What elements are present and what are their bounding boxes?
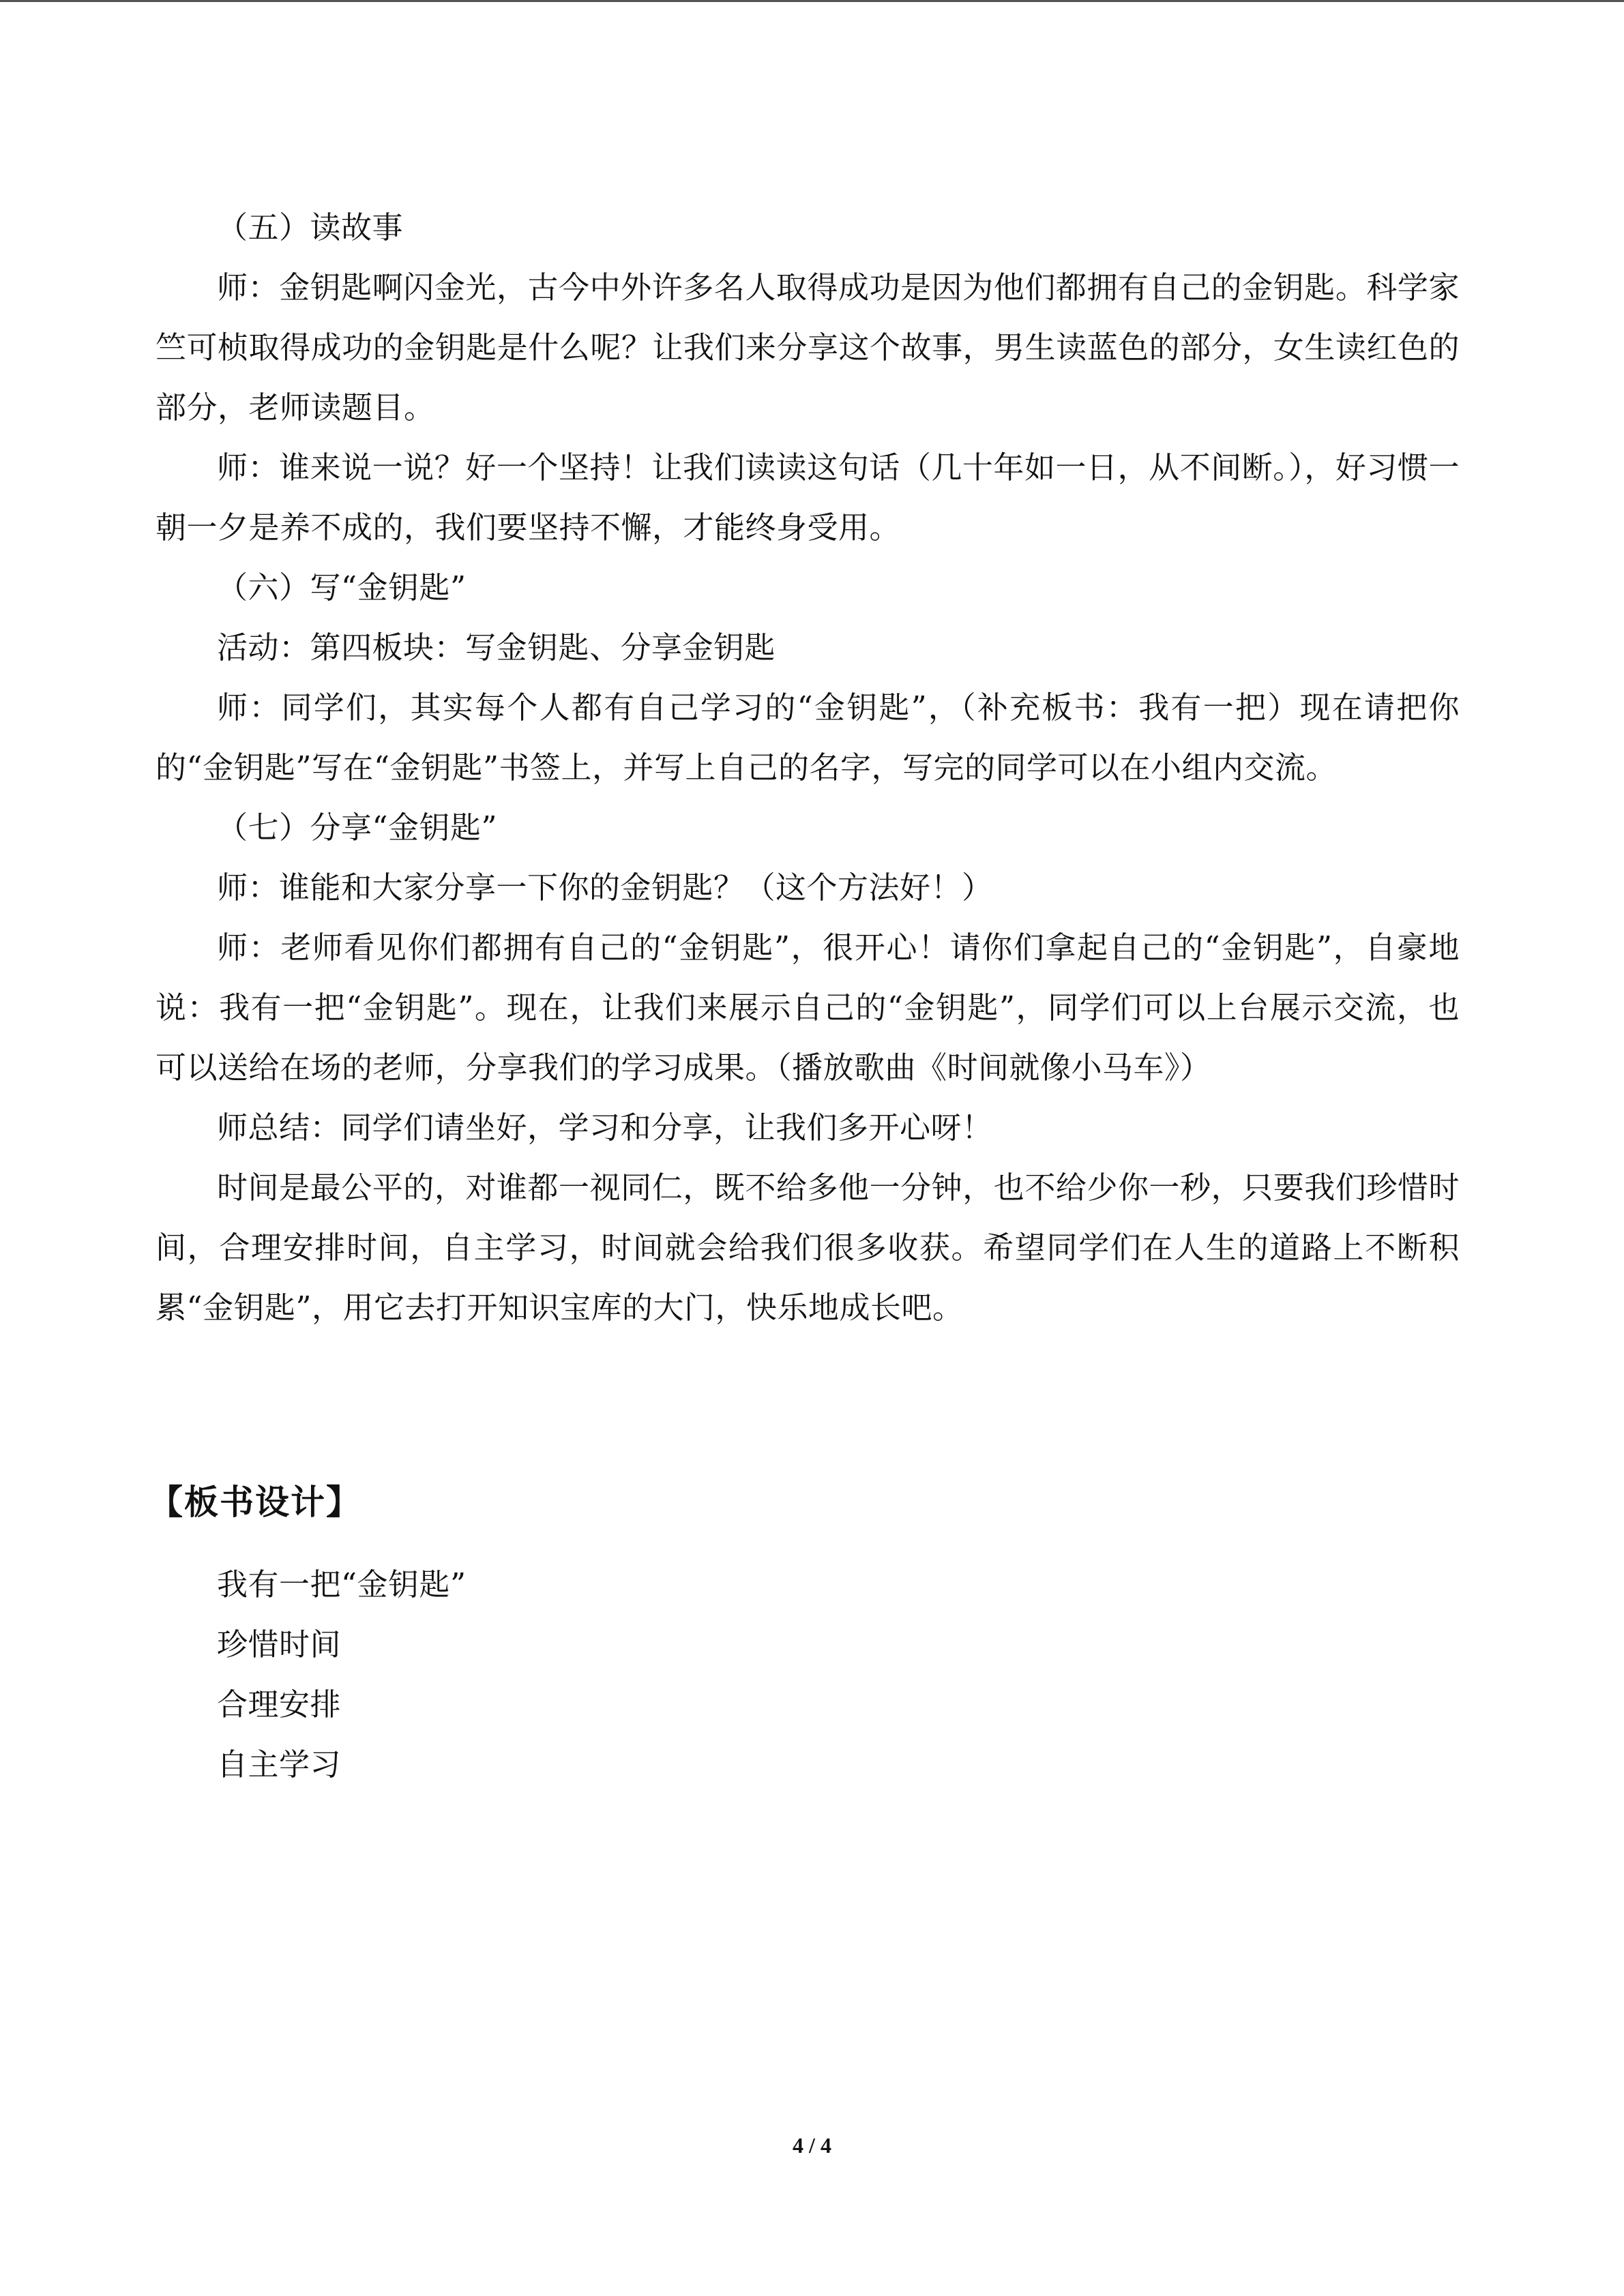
paragraph-closing: 时间是最公平的，对谁都一视同仁，既不给多他一分钟，也不给少你一秒，只要我们珍惜时间，合理安排时间，自主学习，时间就会给我们很多收获。希望同学们在人生的道路上不断积累“金钥匙”，用它去打开知识宝库的大门，快乐地成长吧。 — [156, 1169, 1460, 1326]
page-number: 4 / 4 — [793, 2133, 831, 2158]
section-heading-write-key: （六）写“金钥匙” — [217, 569, 467, 606]
paragraph-teacher-share-question: 师：谁能和大家分享一下你的金钥匙？（这个方法好！） — [217, 869, 993, 906]
section-heading-share-key: （七）分享“金钥匙” — [217, 809, 498, 846]
paragraph-activity: 活动：第四板块：写金钥匙、分享金钥匙 — [217, 629, 776, 666]
paragraph-teacher-golden-key: 师：金钥匙啊闪金光，古今中外许多名人取得成功是因为他们都拥有自己的金钥匙。科学家竺可桢取得成功的金钥匙是什么呢？让我们来分享这个故事，男生读蓝色的部分，女生读红色的部分，老师读题目。 — [156, 269, 1460, 426]
section-heading-read-story: （五）读故事 — [217, 209, 404, 245]
paragraph-teacher-bookmark: 师：同学们，其实每个人都有自己学习的“金钥匙”，（补充板书：我有一把）现在请把你的“金钥匙”写在“金钥匙”书签上，并写上自己的名字，写完的同学可以在小组内交流。 — [156, 689, 1460, 786]
board-design-list — [217, 1555, 1308, 1795]
board-design-title: 【板书设计】 — [149, 1482, 361, 1522]
paragraph-teacher-showcase: 师：老师看见你们都拥有自己的“金钥匙”，很开心！请你们拿起自己的“金钥匙”，自豪地说：我有一把“金钥匙”。现在，让我们来展示自己的“金钥匙”，同学们可以上台展示交流，也可以送给在场的老师，分享我们的学习成果。（播放歌曲《时间就像小马车》） — [156, 929, 1460, 1086]
board-line: 合理安排 — [217, 1686, 342, 1723]
lesson-body — [156, 198, 1460, 1338]
board-line: 我有一把“金钥匙” — [217, 1566, 467, 1602]
top-border-line — [0, 0, 1624, 2]
paragraph-teacher-summary: 师总结：同学们请坐好，学习和分享，让我们多开心呀！ — [217, 1109, 993, 1146]
board-line: 自主学习 — [217, 1746, 342, 1783]
paragraph-teacher-persistence: 师：谁来说一说？好一个坚持！让我们读读这句话（几十年如一日，从不间断。），好习惯一朝一夕是养不成的，我们要坚持不懈，才能终身受用。 — [156, 449, 1460, 546]
board-line: 珍惜时间 — [217, 1626, 342, 1663]
